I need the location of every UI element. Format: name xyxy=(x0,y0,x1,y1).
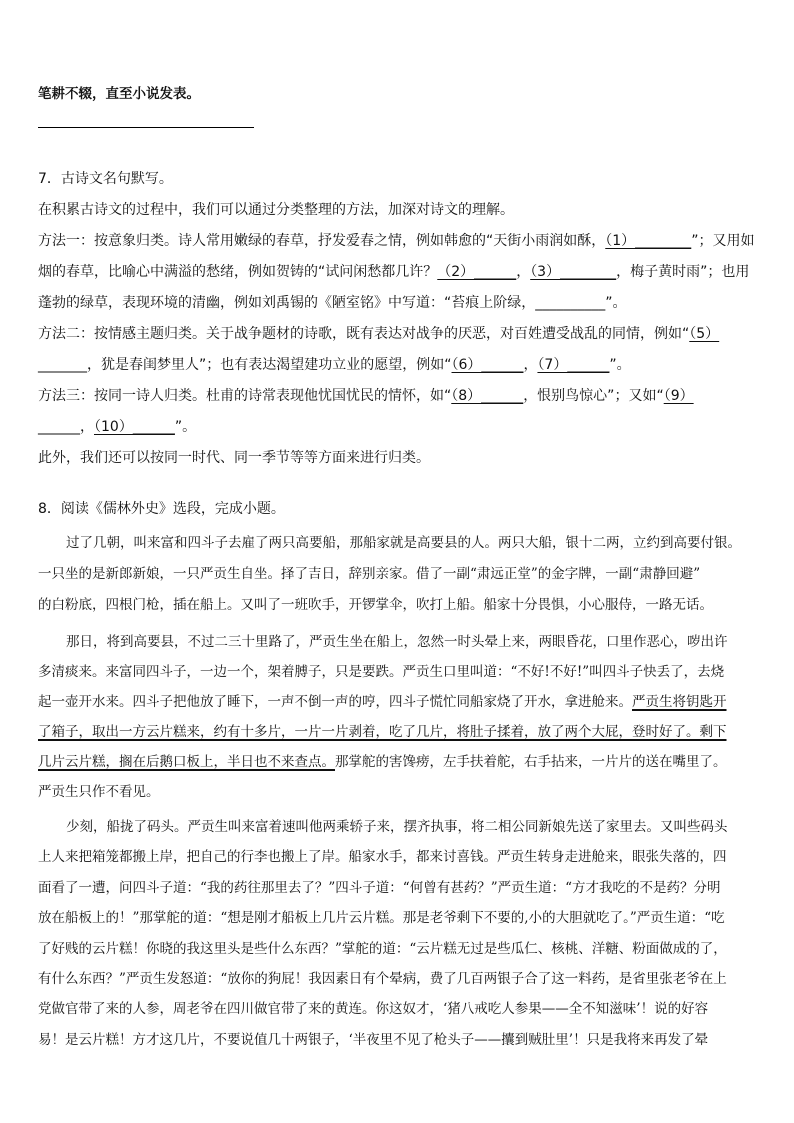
q8-para3-line8: 易！是云片糕！方才这几片，不要说值几十两银子，‘半夜里不见了枪头子——攮到贼肚里’！只是我将来再发了晕 xyxy=(38,1032,709,1048)
q7-title: 7．古诗文名句默写。 xyxy=(38,171,173,187)
blank-6[interactable]: （6）______ xyxy=(451,357,524,373)
blank-4[interactable]: __________ xyxy=(535,295,606,311)
q8-para2-line5 xyxy=(38,750,727,770)
q8-para2-line1: 那日，将到高要县，不过二三十里路了，严贡生坐在船上，忽然一时头晕上来，两眼昏花，口里作恶心，哕出许 xyxy=(66,634,728,650)
underlined-passage: 几片云片糕，搁在后鹅口板上，半日也不来查点。 xyxy=(38,754,335,770)
answer-line-divider xyxy=(38,127,254,128)
text: ，恨别鸟惊心”；又如“ xyxy=(523,388,664,404)
q8-para3-line4: 放在船板上的！”那掌舵的道：“想是刚才船板上几片云片糕。那是老爷剩下不要的,小的大胆就吃了。”严贡生道：“吃 xyxy=(38,910,725,926)
q7-method1-line3 xyxy=(38,292,627,312)
text: 起一壶开水来。四斗子把他放了睡下，一声不倒一声的哼，四斗子慌忙同船家烧了开水，拿进舱来。 xyxy=(38,694,632,710)
underlined-passage: 了箱子，取出一方云片糕来，约有十多片，一片一片剥着，吃了几片，将肚子揉着，放了两个大屁，登时好了。剩下 xyxy=(38,724,727,740)
q8-para2-line2: 多清痰来。来富同四斗子，一边一个，架着膊子，只是要跌。严贡生口里叫道：“不好!不好!”叫四斗子快丢了，去烧 xyxy=(38,664,725,680)
q8-para1-line1: 过了几朝，叫来富和四斗子去雇了两只高要船，那船家就是高要县的人。两只大船，银十二两，立约到高要付银。 xyxy=(66,535,741,551)
previous-answer-tail: 笔耕不辍，直至小说发表。 xyxy=(38,86,200,102)
q7-outro: 此外，我们还可以按同一时代、同一季节等等方面来进行归类。 xyxy=(38,450,430,466)
q7-method2-line2 xyxy=(38,354,631,374)
q7-method3-line1 xyxy=(38,385,694,405)
q8-para3-line5: 了好贱的云片糕！你晓的我这里头是些什么东西？”掌舵的道：“云片糕无过是些瓜仁、核桃、洋糖、粉面做成的了， xyxy=(38,941,727,957)
text: 方法一：按意象归类。诗人常用嫩绿的春草，抒发爱春之情，例如韩愈的“天街小雨润如酥， xyxy=(38,233,606,249)
q7-method1-line2 xyxy=(38,261,749,281)
q8-para1-line3: 的白粉底，四根门枪，插在船上。又叫了一班吹手，开锣掌伞，吹打上船。船家十分畏惧，小心服侍，一路无话。 xyxy=(38,597,713,613)
blank-3[interactable]: （3）________ xyxy=(530,264,617,280)
text: ， xyxy=(523,357,538,373)
blank-7[interactable]: （7）______ xyxy=(537,357,610,373)
blank-2[interactable]: （2）______ xyxy=(437,264,517,280)
text: 方法三：按同一诗人归类。杜甫的诗常表现他忧国忧民的情怀，如“ xyxy=(38,388,452,404)
q8-para1-line2: 一只坐的是新郎新娘，一只严贡生自坐。择了吉日，辞别亲家。借了一副“肃远正堂”的金字牌，一副“肃静回避” xyxy=(38,566,701,582)
q8-para3-line2: 上人来把箱笼都搬上岸，把自己的行李也搬上了岸。船家水手，都来讨喜钱。严贡生转身走进舱来，眼张失落的，四 xyxy=(38,849,727,865)
q8-para2-line6: 严贡生只作不看见。 xyxy=(38,784,160,800)
text: ”；又用如 xyxy=(691,233,755,249)
q8-para3-line1: 少刻，船拢了码头。严贡生叫来富着速叫他两乘轿子来，摆齐执事，将二相公同新娘先送了家里去。又叫些码头 xyxy=(66,819,728,835)
blank-1[interactable]: （1）________ xyxy=(605,233,692,249)
q7-intro: 在积累古诗文的过程中，我们可以通过分类整理的方法，加深对诗文的理解。 xyxy=(38,202,514,218)
q8-para3-line7: 党做官带了来的人参，周老爷在四川做官带了来的黄连。你这奴才，‘猪八戒吃人参果——全不知滋味’！说的好容 xyxy=(38,1001,709,1017)
text: ”。 xyxy=(609,357,631,373)
text: ， xyxy=(516,264,531,280)
q8-title: 8．阅读《儒林外史》选段，完成小题。 xyxy=(38,501,285,517)
q8-para3-line3: 面看了一遭，问四斗子道：“我的药往那里去了？”四斗子道：“何曾有甚药？”严贡生道：“方才我吃的不是药？分明 xyxy=(38,880,721,896)
text: 烟的春草，比喻心中满溢的愁绪，例如贺铸的“试问闲愁都几许？ xyxy=(38,264,438,280)
q7-method3-line2 xyxy=(38,416,196,436)
text: ，犹是春闺梦里人”；也有表达渴望建功立业的愿望，例如“ xyxy=(87,357,452,373)
q8-para2-line4 xyxy=(38,720,727,740)
text: 那掌舵的害馋痨，左手扶着舵，右手拈来，一片片的送在嘴里了。 xyxy=(335,754,727,770)
blank-10[interactable]: （10）______ xyxy=(94,419,175,435)
text: 方法二：按情感主题归类。关于战争题材的诗歌，既有表达对战争的厌恶，对百姓遭受战乱的同情，例如“ xyxy=(38,326,690,342)
blank-9[interactable]: （9） xyxy=(663,388,694,404)
text: ”。 xyxy=(605,295,627,311)
text: 蓬勃的绿草，表现环境的清幽，例如刘禹锡的《陋室铭》中写道：“苔痕上阶绿， xyxy=(38,295,536,311)
text: ，梅子黄时雨”；也用 xyxy=(616,264,750,280)
underlined-passage: 严贡生将钥匙开 xyxy=(632,694,727,710)
blank-5-cont[interactable]: _______ xyxy=(38,357,87,373)
blank-9-cont[interactable]: ______ xyxy=(38,419,80,435)
q7-method1-line1 xyxy=(38,230,754,250)
text: ， xyxy=(80,419,94,435)
text: ”。 xyxy=(174,419,197,435)
blank-5[interactable]: （5） xyxy=(689,326,720,342)
q8-para2-line3 xyxy=(38,690,727,710)
blank-8[interactable]: （8）______ xyxy=(451,388,524,404)
q8-para3-line6: 有什么东西？”严贡生发怒道：“放你的狗屁！我因素日有个晕病，费了几百两银子合了这一料药，是省里张老爷在上 xyxy=(38,971,727,987)
q7-method2-line1 xyxy=(38,323,719,343)
